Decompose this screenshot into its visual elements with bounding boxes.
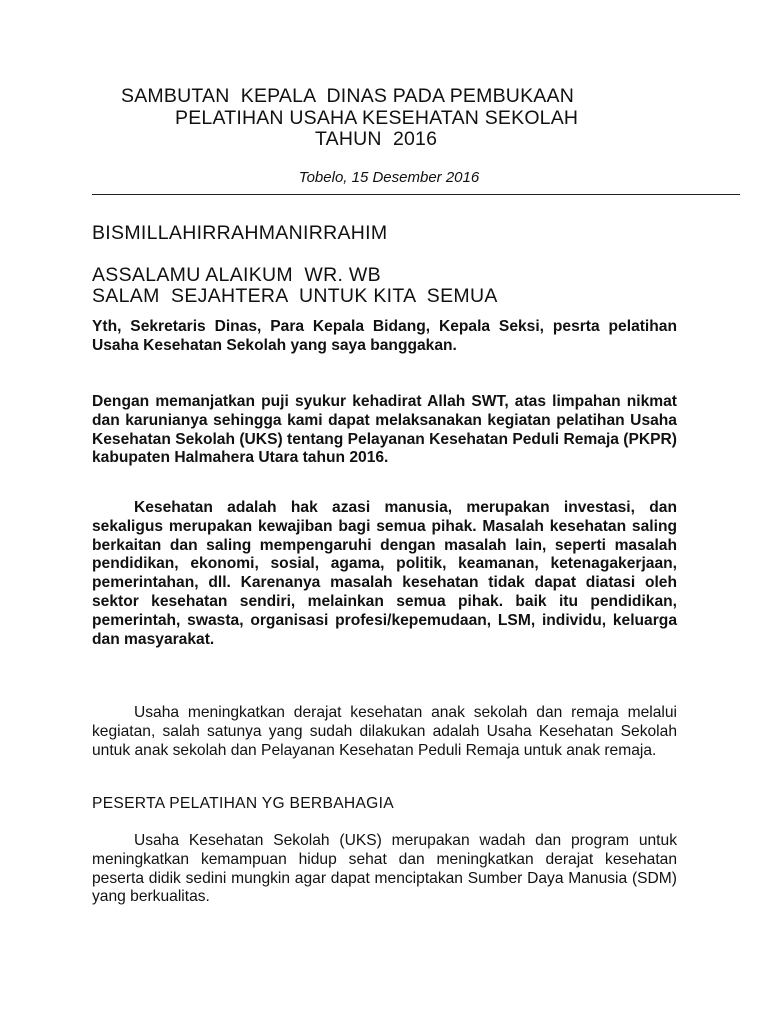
basmalah-line: BISMILLAHIRRAHMANIRRAHIM	[92, 222, 388, 244]
section-heading: PESERTA PELATIHAN YG BERBAHAGIA	[92, 795, 394, 812]
uks-definition-paragraph: Usaha Kesehatan Sekolah (UKS) merupakan wadah dan program untuk meningkatkan kemampuan hidup sehat dan meningkatkan derajat kesehatan peserta didik sedini mungkin agar dapat menciptakan Sumber Daya Manusia (SDM) yang berkualitas.	[92, 832, 677, 906]
title-line-2: PELATIHAN USAHA KESEHATAN SEKOLAH	[175, 106, 579, 129]
greeting-line-1: ASSALAMU ALAIKUM WR. WB	[92, 264, 381, 286]
title-line-1: SAMBUTAN KEPALA DINAS PADA PEMBUKAAN	[121, 85, 574, 107]
school-health-effort-paragraph: Usaha meningkatkan derajat kesehatan anak sekolah dan remaja melalui kegiatan, salah satunya yang sudah dilakukan adalah Usaha Kesehatan Sekolah untuk anak sekolah dan Pelayanan Kesehatan Peduli Remaja untuk anak remaja.	[92, 704, 677, 759]
gratitude-paragraph: Dengan memanjatkan puji syukur kehadirat Allah SWT, atas limpahan nikmat dan karunianya sehingga kami dapat melaksanakan kegiatan pelatihan Usaha Kesehatan Sekolah (UKS) tentang Pelayanan Kesehatan Peduli Remaja (PKPR) kabupaten Halmahera Utara tahun 2016.	[92, 393, 677, 467]
health-rights-paragraph: Kesehatan adalah hak azasi manusia, merupakan investasi, dan sekaligus merupakan kewajiban bagi semua pihak. Masalah kesehatan saling berkaitan dan saling mempengaruhi dengan masalah lain, seperti masalah pendidikan, ekonomi, sosial, agama, politik, keamanan, ketenagakerjaan, pemerintahan, dll. Karenanya masalah kesehatan tidak dapat diatasi oleh sektor kesehatan sendiri, melainkan semua pihak. baik itu pendidikan, pemerintah, swasta, organisasi profesi/kepemudaan, LSM, individu, keluarga dan masyarakat.	[92, 499, 677, 648]
document-title	[0, 86, 768, 151]
title-line-3: TAHUN 2016	[315, 128, 438, 150]
document-date: Tobelo, 15 Desember 2016	[298, 169, 480, 186]
greeting-line-2: SALAM SEJAHTERA UNTUK KITA SEMUA	[92, 285, 498, 307]
header-divider	[92, 194, 740, 195]
salutation-paragraph: Yth, Sekretaris Dinas, Para Kepala Bidang, Kepala Seksi, pesrta pelatihan Usaha Kesehatan Sekolah yang saya banggakan.	[92, 318, 677, 354]
